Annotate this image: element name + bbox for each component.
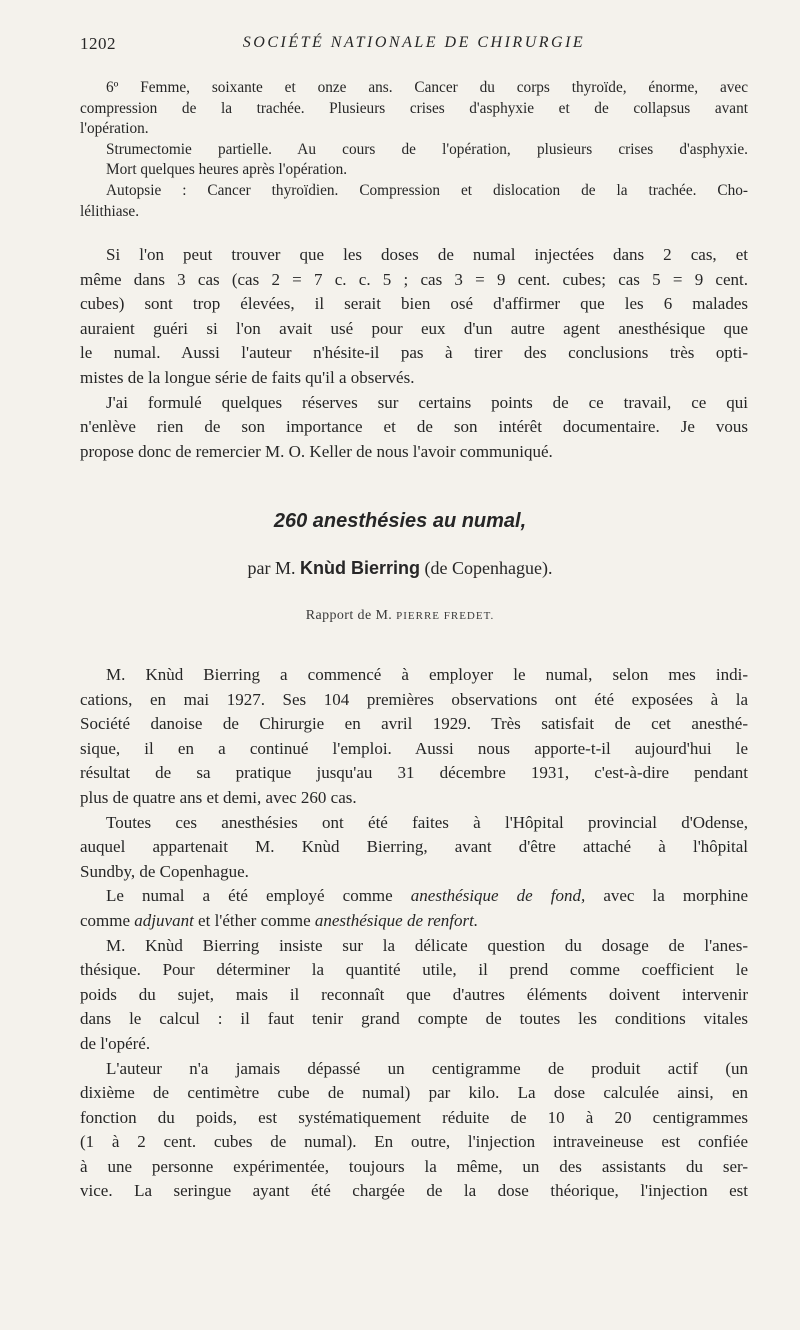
text-line: vice. La seringue ayant été chargée de la dose théorique, l'injection est — [80, 1181, 748, 1201]
text-line: fonction du poids, est systématiquement réduite de 10 à 20 centigrammes — [80, 1107, 748, 1127]
text-line: sique, il en a continué l'emploi. Aussi nous apporte-t-il aujourd'hui le — [80, 738, 748, 758]
text-line: Si l'on peut trouver que les doses de numal injectées dans 2 cas, et — [106, 245, 748, 264]
rapport-prefix: Rapport de M. — [305, 608, 393, 623]
text-line: le numal. Aussi l'auteur n'hésite-il pas à tirer des conclusions très opti- — [80, 343, 748, 363]
italic-term: anesthésique de renfort. — [314, 910, 479, 930]
text-line — [80, 884, 748, 909]
italic-term: anesthésique de fond, — [410, 886, 586, 906]
text-line — [80, 909, 748, 934]
text-line: de l'opéré. — [80, 1033, 151, 1053]
text-run: et l'éther comme — [198, 910, 311, 930]
text-line: à une personne expérimentée, toujours la même, un des assistants du ser- — [80, 1156, 748, 1176]
text-line: Toutes ces anesthésies ont été faites à l'Hôpital provincial d'Odense, — [106, 812, 748, 832]
text-line: thésique. Pour déterminer la quantité utile, il prend comme coefficient le — [80, 960, 748, 980]
byline-suffix: (de Copenhague). — [424, 558, 553, 578]
text-line: dans le calcul : il faut tenir grand compte de toutes les conditions vitales — [80, 1009, 748, 1029]
text-line: M. Knùd Bierring a commencé à employer le numal, selon mes indi- — [106, 665, 748, 684]
article-body — [80, 663, 748, 1204]
text-line: dixième de centimètre cube de numal) par kilo. La dose calculée ainsi, en — [80, 1083, 748, 1103]
text-line: propose donc de remercier M. O. Keller de nous l'avoir communiqué. — [80, 441, 553, 461]
text-line: l'opération. — [80, 120, 149, 138]
text-line: lélithiase. — [80, 202, 140, 220]
article-title: 260 anesthésies au numal, — [273, 510, 527, 532]
text-run: Le numal a été employé comme — [106, 886, 393, 906]
text-line: (1 à 2 cent. cubes de numal). En outre, l'injection intraveineuse est confiée — [80, 1132, 748, 1152]
text-run: avec la morphine — [603, 886, 749, 906]
rapporteur-name: PIERRE FREDET. — [396, 610, 495, 622]
page-header — [80, 34, 748, 58]
text-line: plus de quatre ans et demi, avec 260 cas. — [80, 787, 357, 807]
article-byline — [0, 558, 800, 579]
report-attribution — [0, 608, 800, 624]
text-run: comme — [80, 910, 131, 930]
text-line: poids du sujet, mais il reconnaît que d'autres éléments doivent intervenir — [80, 984, 748, 1004]
text-line: L'auteur n'a jamais dépassé un centigramme de produit actif (un — [106, 1058, 748, 1078]
text-line: Autopsie : Cancer thyroïdien. Compression et dislocation de la trachée. Cho- — [106, 181, 748, 199]
text-line: mistes de la longue série de faits qu'il a observés. — [80, 367, 415, 387]
text-line: Sundby, de Copenhague. — [80, 861, 249, 881]
text-line: M. Knùd Bierring insiste sur la délicate question du dosage de l'anes- — [106, 935, 748, 955]
text-line: cations, en mai 1927. Ses 104 premières observations ont été exposées à la — [80, 689, 748, 709]
discussion-section — [80, 243, 748, 464]
text-line: auquel appartenait M. Knùd Bierring, avant d'être attaché à l'hôpital — [80, 837, 748, 857]
running-head: SOCIÉTÉ NATIONALE DE CHIRURGIE — [242, 34, 586, 51]
page-number: 1202 — [80, 34, 116, 53]
text-line: n'enlève rien de son importance et de son intérêt documentaire. Je vous — [80, 417, 748, 437]
text-line: résultat de sa pratique jusqu'au 31 décembre 1931, c'est-à-dire pendant — [80, 763, 748, 783]
italic-term: adjuvant — [134, 910, 194, 930]
text-line: cubes) sont trop élevées, il serait bien osé d'affirmer que les 6 malades — [80, 294, 748, 314]
text-line: auraient guéri si l'on avait usé pour eux d'un autre agent anesthésique que — [80, 318, 748, 338]
byline-prefix: par M. — [247, 558, 296, 578]
case-6-report — [80, 78, 748, 222]
text-line: 6º Femme, soixante et onze ans. Cancer du corps thyroïde, énorme, avec — [106, 79, 748, 96]
author-name: Knùd Bierring — [300, 558, 421, 578]
text-line: Société danoise de Chirurgie en avril 1929. Très satisfait de cet anesthé- — [80, 714, 748, 734]
text-line: J'ai formulé quelques réserves sur certains points de ce travail, ce qui — [106, 392, 748, 412]
text-line: Mort quelques heures après l'opération. — [106, 161, 348, 179]
text-line: Strumectomie partielle. Au cours de l'opération, plusieurs crises d'asphyxie. — [106, 140, 748, 158]
text-line: compression de la trachée. Plusieurs crises d'asphyxie et de collapsus avant — [80, 99, 748, 117]
text-line: même dans 3 cas (cas 2 = 7 c. c. 5 ; cas 3 = 9 cent. cubes; cas 5 = 9 cent. — [80, 269, 748, 289]
